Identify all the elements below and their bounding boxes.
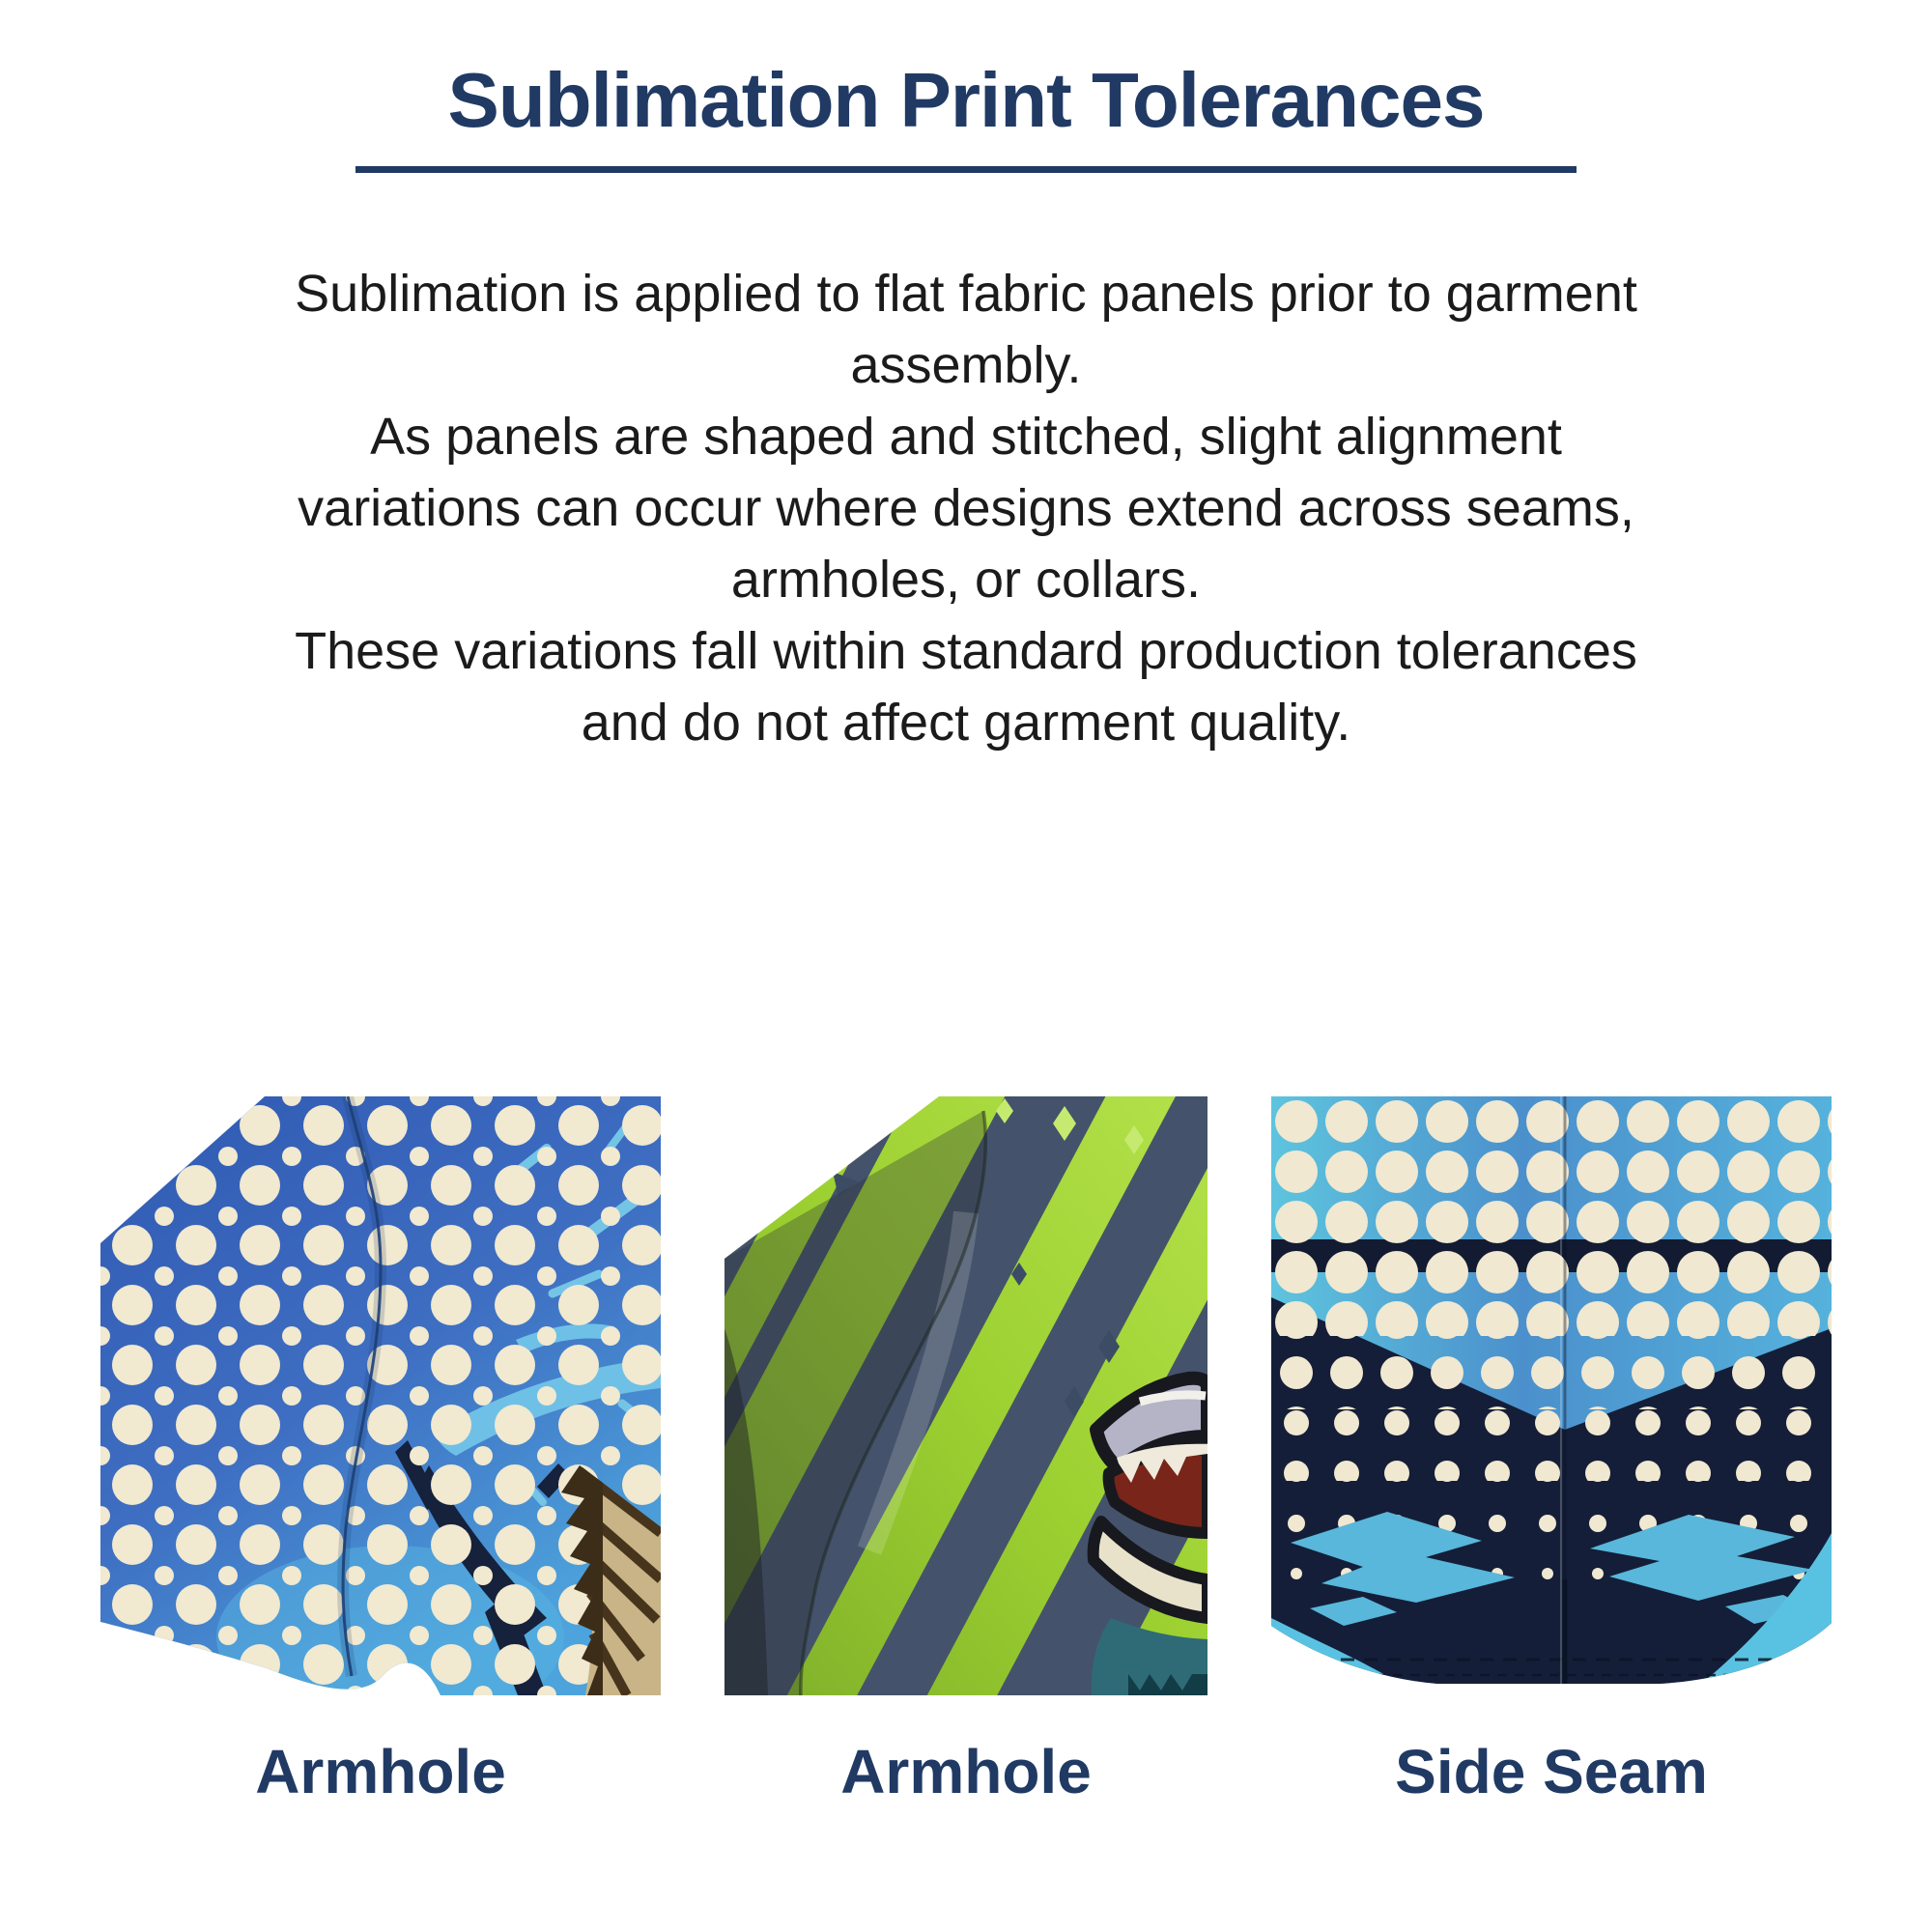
armhole-photo-1-illustration — [100, 1096, 661, 1695]
paragraph-line: Sublimation is applied to flat fabric panels prior to garment — [295, 265, 1637, 323]
photo-caption-armhole-1: Armhole — [255, 1737, 506, 1806]
side-seam-photo-illustration — [1271, 1096, 1832, 1695]
paragraph-line: and do not affect garment quality. — [581, 694, 1351, 752]
paragraph-line: variations can occur where designs extend across seams, — [298, 479, 1634, 537]
paragraph-line: As panels are shaped and stitched, slight alignment — [370, 408, 1562, 466]
photo-row — [100, 1096, 1832, 1807]
armhole-photo-2 — [724, 1096, 1208, 1807]
intro-paragraph — [58, 258, 1874, 758]
page-title: Sublimation Print Tolerances — [447, 57, 1485, 143]
armhole-photo-1 — [100, 1096, 661, 1807]
paragraph-line: armholes, or collars. — [730, 551, 1202, 609]
paragraph-line: These variations fall within standard production tolerances — [295, 622, 1637, 680]
dot-row-small — [1271, 1409, 1832, 1481]
cream-dot-print — [100, 1096, 661, 1695]
title-underline — [355, 166, 1577, 173]
dot-row-large — [1271, 1096, 1832, 1336]
side-seam-photo — [1271, 1096, 1832, 1807]
paragraph-line: assembly. — [850, 336, 1082, 394]
dot-row-medium — [1271, 1336, 1832, 1409]
photo-caption-armhole-2: Armhole — [840, 1737, 1092, 1806]
armhole-photo-2-illustration — [724, 1096, 1208, 1695]
photo-caption-side-seam: Side Seam — [1395, 1737, 1708, 1806]
